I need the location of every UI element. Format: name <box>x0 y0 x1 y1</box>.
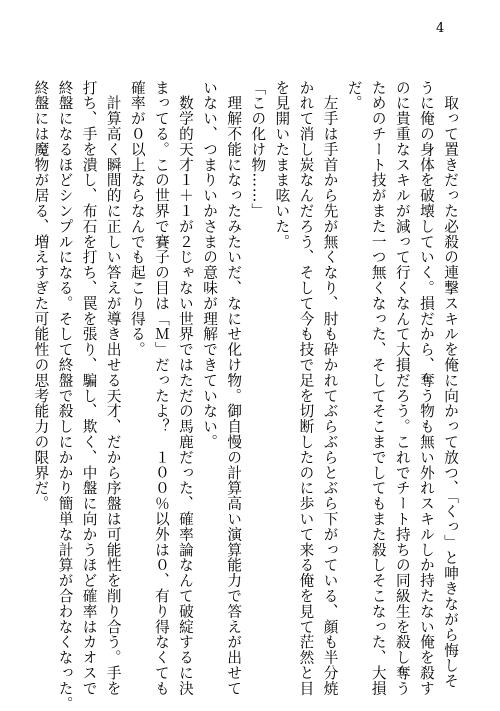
text-line: 終盤には魔物が居る、増えすぎた可能性の思考能力の限界だ。 <box>32 80 50 512</box>
text-line: 確率が０以上ならなんでも起こり得る。 <box>128 80 146 358</box>
text-line: 「この化け物……」 <box>249 80 267 219</box>
text-line: 打ち、手を潰し、布石を打ち、罠を張り、騙し、欺く、中盤に向かうほど確率はカオスで <box>80 80 98 696</box>
text-line: 左手は手首から先が無くなり、肘も砕かれてぶらぶらとぶら下がっている、顔も半分焼 <box>321 80 339 696</box>
text-line: だ。 <box>345 80 363 111</box>
text-line: いない、つまりいかさまの意味が理解できていない。 <box>201 80 219 450</box>
text-line: のに貴重なスキルが減って行くなんて大損だろう。これでチート持ちの同級生を殺し奪う <box>393 80 411 696</box>
text-line: うに俺の身体を破壊していく。損だから、奪う物も無い外れスキルしか持たない俺を殺す <box>417 80 435 696</box>
text-line: 理解不能になったみたいだ、なにせ化け物。御自慢の計算高い演算能力で答えが出せて <box>225 80 243 696</box>
text-line: ためのチート技がまた一つ無くなった、そしてそこまでしてもまた殺しそこなった、大損 <box>369 80 387 696</box>
text-line: 取って置きだった必殺の連撃スキルを俺に向かって放つ、「くっ」と呻きながら悔しそ <box>442 80 459 689</box>
page-number: 4 <box>436 21 445 36</box>
text-line: 終盤になるほどシンプルになる。そして終盤で殺しにかかり簡単な計算が合わなくなった。 <box>56 80 74 711</box>
text-line: 数学的天才１＋１が２じゃない世界ではただの馬鹿だった、確率論なんて破綻するに決 <box>176 80 194 696</box>
body-text <box>28 80 462 711</box>
text-line: かれて消し炭なんだろう、そして今も技で足を切断したのに歩いて来る俺を見て茫然と目 <box>297 80 315 696</box>
text-line: を見開いたまま呟いた。 <box>273 80 291 250</box>
text-line: 計算高く瞬間的に正しい答えが導き出せる天才、だから序盤は可能性を削り合う。手を <box>104 80 122 696</box>
text-line: まってる。この世界で賽子の目は「Ｍ」だったよ？ １００％以外は０、有り得なくても <box>152 80 170 696</box>
